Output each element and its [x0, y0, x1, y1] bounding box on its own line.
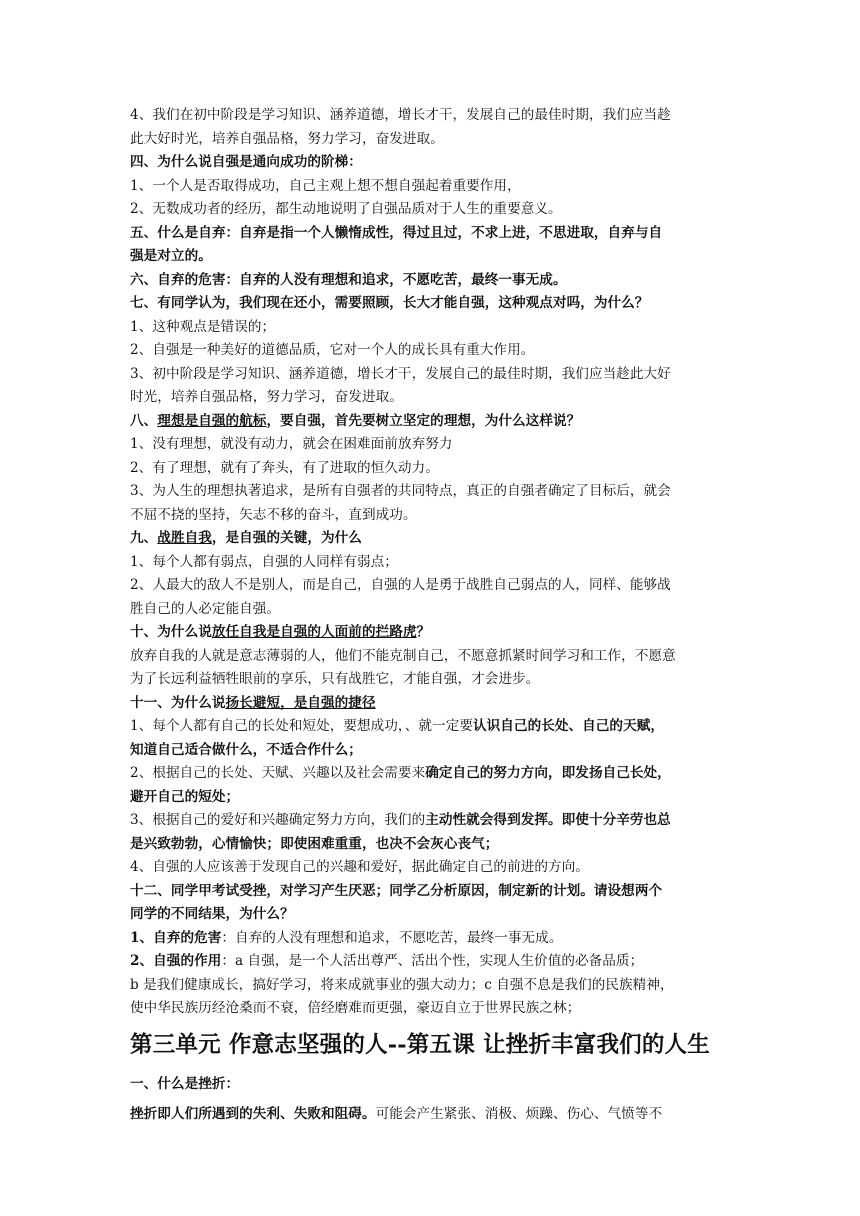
section-heading	[130, 410, 734, 434]
text-run: ：a 自强，是一个人活出尊严、活出个性，实现人生价值的必备品质；	[221, 953, 644, 969]
bold-text-run: 主动性就会得到发挥。即使十分辛劳也总	[425, 812, 671, 828]
text-line	[130, 1103, 734, 1127]
text-line	[130, 950, 734, 974]
bold-text-run: 1、自弃的危害	[130, 929, 222, 946]
heading-text: ？	[416, 624, 431, 640]
text-line: 2、人最大的敌人不是别人，而是自己，自强的人是勇于战胜自己弱点的人，同样、能够战	[130, 577, 671, 593]
underlined-text: 放任自我是自强的人面前的拦路虎	[211, 624, 417, 640]
text-line	[130, 809, 734, 833]
text-line: b 是我们健康成长，搞好学习，将来成就事业的强大动力；c 自强不息是我们的民族精神，	[130, 976, 674, 993]
heading-text: 八、	[130, 412, 158, 429]
section-heading: 四、为什么说自强是通向成功的阶梯：	[130, 154, 362, 170]
unit-title: 第三单元 作意志坚强的人--第五课 让挫折丰富我们的人生	[130, 1031, 710, 1058]
section-heading: 五、什么是自弃：自弃是指一个人懒惰成性，得过且过，不求上进，不思进取，自弃与自	[130, 224, 663, 241]
section-heading: 六、自弃的危害：自弃的人没有理想和追求，不愿吃苦，最终一事无成。	[130, 271, 567, 288]
text-line: 胜自己的人必定能自强。	[130, 600, 281, 617]
bold-text-run: 确定自己的努力方向，即发扬自己长处，	[425, 765, 671, 781]
text-run: 可能会产生紧张、消极、烦躁、伤心、气愤等不	[375, 1106, 663, 1122]
text-line: 2、有了理想，就有了奔头，有了进取的恒久动力。	[130, 459, 439, 476]
text-line: 2、无数成功者的经历，都生动地说明了自强品质对于人生的重要意义。	[130, 201, 562, 217]
text-line: 1、没有理想，就没有动力，就会在困难面前放弃努力	[130, 436, 453, 452]
text-line: 不屈不挠的坚持，矢志不移的奋斗，直到成功。	[130, 506, 417, 523]
text-run: 1、每个人都有自己的长处和短处，要想成功，、就一定要	[130, 718, 473, 734]
text-line: 2、自强是一种美好的道德品质，它对一个人的成长具有重大作用。	[130, 342, 535, 358]
text-line: 知道自己适合做什么，不适合作什么；	[130, 741, 362, 758]
text-line: 放弃自我的人就是意志薄弱的人，他们不能克制自己，不愿意抓紧时间学习和工作，不愿意	[130, 647, 676, 664]
text-run: 2、根据自己的长处、天赋、兴趣以及社会需要来	[130, 765, 426, 781]
document-page	[130, 104, 734, 1127]
text-line: 是兴致勃勃，心情愉快；即使困难重重，也决不会灰心丧气；	[130, 835, 499, 852]
underlined-text: 理想是自强的航标	[157, 412, 267, 429]
section-heading	[130, 692, 734, 716]
section-heading	[130, 527, 734, 551]
underlined-text: 战胜自我	[157, 530, 212, 546]
bold-text-run: 认识自己的长处、自己的天赋，	[473, 718, 665, 734]
heading-text: 十一、为什么说	[130, 694, 226, 711]
text-line: 1、一个人是否取得成功，自己主观上想不想自强起着重要作用，	[130, 177, 521, 194]
bold-text-run: 挫折即人们所遇到的失利、失败和阻碍。	[130, 1106, 376, 1122]
underlined-text: 扬长避短，是自强的捷径	[225, 694, 376, 711]
heading-text: 九、	[130, 530, 158, 546]
heading-text: 十、为什么说	[130, 624, 212, 640]
heading-text: ，要自强，首先要树立坚定的理想，为什么这样说？	[266, 412, 581, 429]
text-line: 使中华民族历经沧桑而不衰，倍经磨难而更强，豪迈自立于世界民族之林；	[130, 1000, 581, 1016]
bold-text-run: 2、自强的作用	[130, 953, 222, 969]
text-line: 4、我们在初中阶段是学习知识、涵养道德，增长才干，发展自己的最佳时期，我们应当趁	[130, 107, 671, 123]
text-line	[130, 762, 734, 786]
text-run: ：自弃的人没有理想和追求，不愿吃苦，最终一事无成。	[221, 929, 563, 946]
text-line	[130, 927, 734, 951]
text-line: 4、自强的人应该善于发现自己的兴趣和爱好，据此确定自己的前进的方向。	[130, 859, 589, 875]
text-line: 此大好时光，培养自强品格，努力学习，奋发进取。	[130, 130, 444, 147]
section-heading	[130, 621, 734, 645]
text-line: 时光，培养自强品格，努力学习，奋发进取。	[130, 389, 403, 405]
text-run: 3、根据自己的爱好和兴趣确定努力方向，我们的	[130, 812, 426, 828]
text-line: 3、为人生的理想执著追求，是所有自强者的共同特点，真正的自强者确定了目标后，就会	[130, 483, 671, 499]
text-line: 3、初中阶段是学习知识、涵养道德，增长才干，发展自己的最佳时期，我们应当趁此大好	[130, 365, 671, 382]
text-line: 为了长远利益牺牲眼前的享乐，只有战胜它，才能自强，才会进步。	[130, 671, 540, 687]
text-line: 1、这种观点是错误的；	[130, 318, 276, 335]
section-heading: 强是对立的。	[130, 248, 212, 264]
section-heading: 同学的不同结果，为什么？	[130, 906, 294, 922]
text-line: 1、每个人都有弱点，自强的人同样有弱点；	[130, 553, 398, 570]
text-line	[130, 715, 734, 739]
heading-text: ，是自强的关键，为什么	[211, 530, 362, 546]
section-heading: 七、有同学认为，我们现在还小，需要照顾，长大才能自强，这种观点对吗，为什么？	[130, 295, 649, 311]
section-heading: 十二、同学甲考试受挫，对学习产生厌恶；同学乙分析原因，制定新的计划。请设想两个	[130, 882, 663, 899]
text-line: 避开自己的短处；	[130, 788, 240, 805]
section-heading: 一、什么是挫折：	[130, 1075, 240, 1092]
